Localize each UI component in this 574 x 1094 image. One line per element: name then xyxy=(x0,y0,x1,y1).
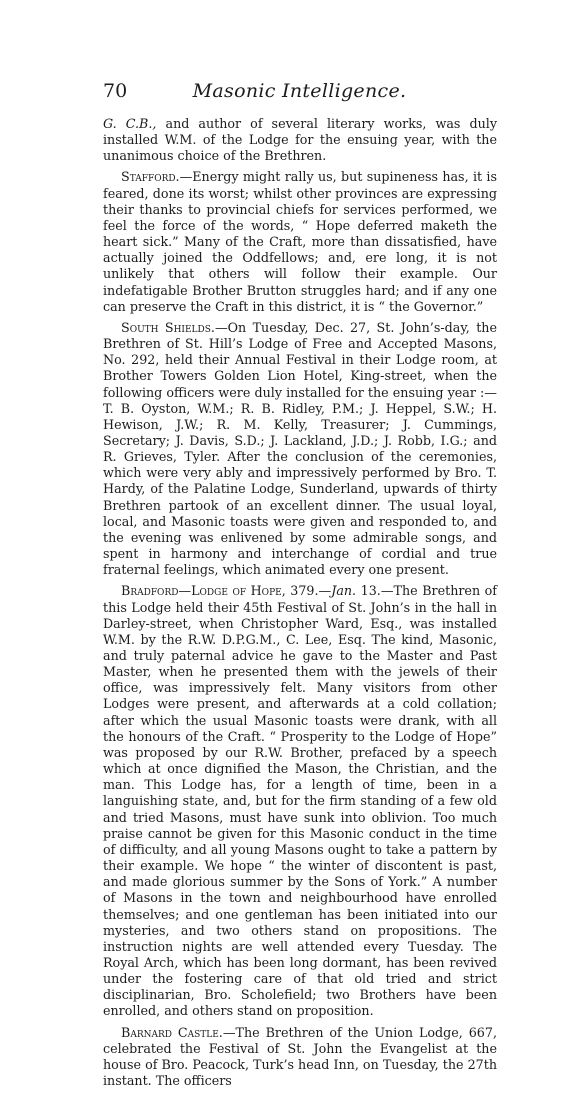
page-title: Masonic Intelligence. xyxy=(192,80,407,102)
place-heading: Barnard Castle. xyxy=(121,1024,223,1040)
paragraph-stafford xyxy=(103,169,497,314)
paragraph-text: —The Brethren of the Union Lodge, 667, celebrated the Festival of St. John the Evangelist at the house of Bro. Peacock, Turk’s head Inn, on Tuesday, the 27th instant. The officers xyxy=(103,1024,497,1089)
paragraph-south-shields xyxy=(103,320,497,579)
paragraph-text: and author of several literary works, was duly installed W.M. of the Lodge for the ensuing year, with the unanimous choice of the Brethren. xyxy=(103,116,497,164)
paragraph-bradford xyxy=(103,583,497,1019)
place-heading: Bradford—Lodge of Hope, xyxy=(121,583,286,599)
paragraph-text: —On Tuesday, Dec. 27, St. John’s-day, the Brethren of St. Hill’s Lodge of Free and Accepted Masons, No. 292, held their Annual Festival in their Lodge room, at Brother Towers Golden Lion Hotel, King-street, when the following officers were duly installed for the ensuing year :—T. B. Oyston, W.M.; R. B. Ridley, P.M.; J. Heppel, S.W.; H. Hewison, J.W.; R. M. Kelly, Treasurer; J. Cummings, Secretary; J. Davis, S.D.; J. Lackland, J.D.; J. Robb, I.G.; and R. Grieves, Tyler. After the conclusion of the ceremonies, which were very ably and impressively performed by Bro. T. Hardy, of the Palatine Lodge, Sunderland, upwards of thirty Brethren partook of an excellent dinner. The usual loyal, local, and Masonic toasts were given and responded to, and the evening was enlivened by some admirable songs, and spent in harmony and interchange of cordial and true fraternal feelings, which animated every one present. xyxy=(103,319,497,578)
paragraph-continuation xyxy=(103,116,497,164)
place-heading: Stafford. xyxy=(121,169,180,185)
paragraph-barnard-castle xyxy=(103,1025,497,1090)
paragraph-text: —Energy might rally us, but supineness has, it is feared, done its worst; whilst other provinces are expressing their thanks to provincial chiefs for services performed, we feel the force of the words, “ Hope deferred maketh the heart sick.” Many of the Craft, more than dissatisfied, have actually joined the Oddfellows; and, ere long, it is not unlikely that others will follow their example. Our indefatigable Brother Brutton struggles hard; and if any one can preserve the Craft in this district, it is “ the Governor.” xyxy=(103,169,497,314)
paragraph-lead: G. C.B., xyxy=(103,116,157,131)
place-heading: South Shields. xyxy=(121,319,215,335)
paragraph-text: 13.—The Brethren of this Lodge held their 45th Festival of St. John’s in the hall in Darley-street, when Christopher Ward, Esq., was installed W.M. by the R.W. D.P.G.M., C. Lee, Esq. The kind, Masonic, and truly paternal advice he gave to the Master and Past Master, when he presented them with the jewels of their office, was impressively felt. Many visitors from other Lodges were present, and afterwards at a cold collation; after which the usual Masonic toasts were drank, with all the honours of the Craft. “ Prosperity to the Lodge of Hope” was proposed by our R.W. Brother, prefaced by a speech which at once dignified the Mason, the Christian, and the man. This Lodge has, for a length of time, been in a languishing state, and, but for the firm standing of a few old and tried Masons, must have sunk into oblivion. Too much praise cannot be given for this Masonic conduct in the time of difficulty, and all young Masons ought to take a pattern by their example. We hope “ the winter of discontent is past, and made glorious summer by the Sons of York.” A number of Masons in the town and neighbourhood have enrolled themselves; and one gentleman has been initiated into our mysteries, and two others stand on propositions. The instruction nights are well attended every Tuesday. The Royal Arch, which has been long dormant, has been revived under the fostering care of that old tried and strict disciplinarian, Bro. Scholefield; two Brothers have been enrolled, and others stand on proposition. xyxy=(103,583,498,1019)
page-number: 70 xyxy=(103,80,128,102)
running-head xyxy=(103,80,496,106)
paragraph-date: Jan. xyxy=(331,583,357,599)
paragraph-text: 379.— xyxy=(285,583,332,599)
article-body xyxy=(103,116,497,1094)
